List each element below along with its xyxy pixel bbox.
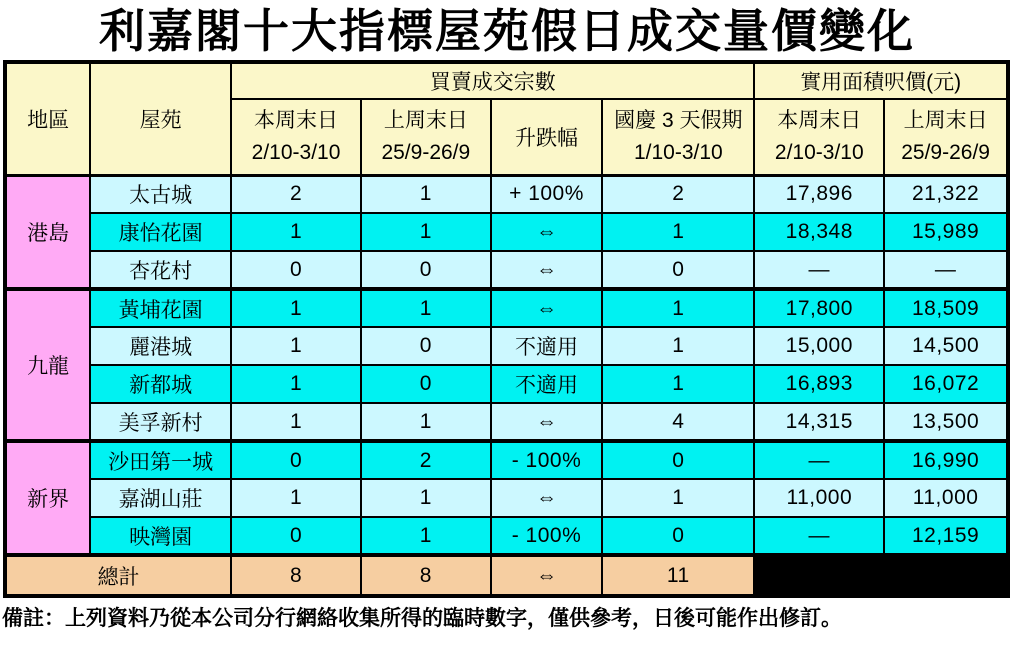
price-this-cell: — — [754, 251, 884, 289]
total-last-week-cell: 8 — [361, 555, 491, 596]
price-last-cell: 16,072 — [884, 365, 1008, 403]
price-last-cell: 18,509 — [884, 289, 1008, 327]
price-last-cell: 14,500 — [884, 327, 1008, 365]
table-row — [5, 251, 1008, 289]
total-row — [5, 555, 1008, 596]
price-last-cell: 12,159 — [884, 517, 1008, 555]
header-price-group: 實用面積呎價(元) — [754, 62, 1008, 99]
header-last-weekend-label: 上周末日 — [383, 108, 468, 132]
header-price-last-weekend — [884, 99, 1008, 175]
this-week-cell: 1 — [231, 289, 361, 327]
estate-cell: 康怡花園 — [90, 213, 231, 251]
price-this-cell: 18,348 — [754, 213, 884, 251]
header-change: 升跌幅 — [491, 99, 603, 175]
header-last-weekend — [361, 99, 491, 175]
table-row — [5, 479, 1008, 517]
table-row — [5, 403, 1008, 441]
last-week-cell: 0 — [361, 365, 491, 403]
estate-cell: 嘉湖山莊 — [90, 479, 231, 517]
change-cell: + 100% — [491, 175, 603, 213]
holiday-cell: 0 — [602, 251, 754, 289]
header-holiday-label: 國慶 3 天假期 — [614, 108, 743, 132]
price-last-cell: — — [884, 251, 1008, 289]
this-week-cell: 1 — [231, 479, 361, 517]
header-price-this-weekend — [754, 99, 884, 175]
estate-cell: 新都城 — [90, 365, 231, 403]
last-week-cell: 1 — [361, 213, 491, 251]
change-cell: ⇔ — [491, 289, 603, 327]
last-week-cell: 1 — [361, 175, 491, 213]
header-last-weekend-dates: 25/9-26/9 — [381, 140, 471, 164]
price-this-cell: 15,000 — [754, 327, 884, 365]
table-row — [5, 517, 1008, 555]
table-row — [5, 365, 1008, 403]
header-this-weekend-label: 本周末日 — [254, 108, 339, 132]
change-cell: - 100% — [491, 517, 603, 555]
table-row — [5, 213, 1008, 251]
total-holiday-cell: 11 — [602, 555, 754, 596]
header-price-this-weekend-dates: 2/10-3/10 — [774, 140, 864, 164]
price-this-cell: — — [754, 441, 884, 479]
price-this-cell: 14,315 — [754, 403, 884, 441]
price-last-cell: 16,990 — [884, 441, 1008, 479]
holiday-cell: 0 — [602, 517, 754, 555]
estates-transactions-table — [3, 60, 1010, 598]
estate-cell: 美孚新村 — [90, 403, 231, 441]
district-cell-new-territories: 新界 — [5, 441, 90, 555]
header-price-last-weekend-label: 上周末日 — [903, 108, 988, 132]
holiday-cell: 0 — [602, 441, 754, 479]
price-this-cell: 16,893 — [754, 365, 884, 403]
last-week-cell: 1 — [361, 479, 491, 517]
header-this-weekend-dates: 2/10-3/10 — [251, 140, 341, 164]
this-week-cell: 1 — [231, 327, 361, 365]
page-title: 利嘉閣十大指標屋苑假日成交量價變化 — [99, 5, 915, 57]
holiday-cell: 1 — [602, 479, 754, 517]
holiday-cell: 1 — [602, 365, 754, 403]
header-holiday-dates: 1/10-3/10 — [633, 140, 723, 164]
change-cell: 不適用 — [491, 365, 603, 403]
last-week-cell: 0 — [361, 327, 491, 365]
last-week-cell: 1 — [361, 517, 491, 555]
district-cell-hong-kong-island: 港島 — [5, 175, 90, 289]
price-last-cell: 11,000 — [884, 479, 1008, 517]
price-this-cell: 17,800 — [754, 289, 884, 327]
last-week-cell: 0 — [361, 251, 491, 289]
header-estate: 屋苑 — [90, 62, 231, 175]
estate-cell: 太古城 — [90, 175, 231, 213]
table-row — [5, 441, 1008, 479]
district-cell-kowloon: 九龍 — [5, 289, 90, 441]
header-this-weekend — [231, 99, 361, 175]
estate-cell: 沙田第一城 — [90, 441, 231, 479]
this-week-cell: 1 — [231, 365, 361, 403]
change-cell: ⇔ — [491, 251, 603, 289]
this-week-cell: 1 — [231, 213, 361, 251]
holiday-cell: 1 — [602, 289, 754, 327]
this-week-cell: 0 — [231, 441, 361, 479]
total-change-cell: ⇔ — [491, 555, 603, 596]
last-week-cell: 1 — [361, 403, 491, 441]
change-cell: ⇔ — [491, 403, 603, 441]
price-last-cell: 21,322 — [884, 175, 1008, 213]
blacked-out-cell — [754, 555, 1008, 596]
header-holiday — [602, 99, 754, 175]
this-week-cell: 0 — [231, 517, 361, 555]
total-this-week-cell: 8 — [231, 555, 361, 596]
change-cell: 不適用 — [491, 327, 603, 365]
change-cell: - 100% — [491, 441, 603, 479]
holiday-cell: 1 — [602, 327, 754, 365]
estate-cell: 映灣園 — [90, 517, 231, 555]
price-this-cell: 11,000 — [754, 479, 884, 517]
header-district: 地區 — [5, 62, 90, 175]
total-label-cell: 總計 — [5, 555, 231, 596]
table-row — [5, 289, 1008, 327]
table-row — [5, 327, 1008, 365]
header-price-this-weekend-label: 本周末日 — [777, 108, 862, 132]
price-this-cell: 17,896 — [754, 175, 884, 213]
estate-cell: 麗港城 — [90, 327, 231, 365]
estate-cell: 杏花村 — [90, 251, 231, 289]
this-week-cell: 0 — [231, 251, 361, 289]
price-this-cell: — — [754, 517, 884, 555]
footnote: 備註：上列資料乃從本公司分行網絡收集所得的臨時數字，僅供參考，日後可能作出修訂。 — [2, 607, 842, 630]
estate-cell: 黃埔花園 — [90, 289, 231, 327]
change-cell: ⇔ — [491, 479, 603, 517]
last-week-cell: 2 — [361, 441, 491, 479]
header-group-row — [5, 62, 1008, 99]
last-week-cell: 1 — [361, 289, 491, 327]
change-cell: ⇔ — [491, 213, 603, 251]
price-last-cell: 13,500 — [884, 403, 1008, 441]
this-week-cell: 1 — [231, 403, 361, 441]
header-price-last-weekend-dates: 25/9-26/9 — [901, 140, 990, 164]
holiday-cell: 1 — [602, 213, 754, 251]
header-transactions-group: 買賣成交宗數 — [231, 62, 754, 99]
holiday-cell: 4 — [602, 403, 754, 441]
holiday-cell: 2 — [602, 175, 754, 213]
price-last-cell: 15,989 — [884, 213, 1008, 251]
this-week-cell: 2 — [231, 175, 361, 213]
table-row — [5, 175, 1008, 213]
